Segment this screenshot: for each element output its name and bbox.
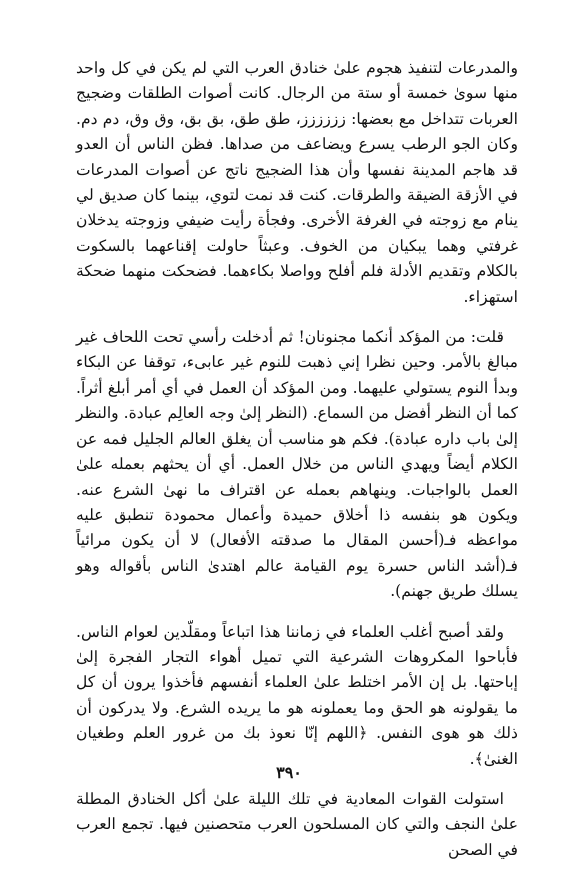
page-number: ٣٩٠ (276, 763, 302, 782)
paragraph-3: ولقد أصبح أغلب العلماء في زماننا هذا اتباعاً ومقلّدين لعوام الناس. فأباحوا المكروهات الشرعية التي تميل أهواء التجار الفجرة إلىٰ إباحتها. بل إن الأمر اختلط علىٰ العلماء أنفسهم فأخذوا يرون أن كل ما يقولونه هو الحق وما يعملونه هو ما يريده الشرع. ولا يدركون أن ذلك هو هوى النفس. ﴿اللهم إنّا نعوذ بك من غرور العلم وطغيان الغنىٰ﴾. (76, 622, 518, 768)
paragraph-1: والمدرعات لتنفيذ هجوم علىٰ خنادق العرب التي لم يكن في كل واحد منها سوىٰ خمسة أو ستة من الرجال. كانت أصوات الطلقات وضجيج العربات تتداخل مع بعضها: زززززز، طق طق، بق بق، وق وق، دم دم. وكان الجو الرطب يسرع ويضاعف من صداها. فظن الناس أن العدو قد هاجم المدينة نفسها وأن هذا الضجيج ناتج عن أصوات المدرعات في الأزقة الضيقة والطرقات. كنت قد نمت لتوي، بينما كان صديق لي ينام مع زوجته في الغرفة الأخرى. وفجأة رأيت ضيفي وزوجته يدخلان غرفتي وهما يبكيان من الخوف. وعبثاً حاولت إقناعهما بالسكوت بالكلام وتقديم الأدلة فلم أفلح وواصلا بكاءهما. فضحكت منهما ضحكة استهزاء. (76, 59, 518, 306)
page-body (76, 56, 518, 878)
paragraph-2: قلت: من المؤكد أنكما مجنونان! ثم أدخلت رأسي تحت اللحاف غير مبالغ بالأمر. وحين نظرا إني ذهبت للنوم غير عابىء، توقفا عن البكاء وبدأ النوم يستولي عليهما. ومن المؤكد أن العمل في أي أمر أبلغ أثراً. كما أن النظر أفضل من السماع. (النظر إلىٰ وجه العالِم عبادة. والنظر إلىٰ باب داره عبادة). فكم هو مناسب أن يغلق العالم الجليل فمه عن الكلام أيضاً ويهدي الناس من خلال العمل. أي أن يحثهم بعمله علىٰ العمل بالواجبات. وينهاهم بعمله عن اقتراف ما نهىٰ الشرع عنه. ويكون هو بنفسه ذا أخلاق حميدة وأعمال محمودة تنطبق عليه مواعظه فـ(أحسن المقال ما صدقته الأفعال) لا أن يكون مرائياً فـ(أشد الناس حسرة يوم القيامة عالم اهتدىٰ الناس بأقواله وهو يسلك طريق جهنم). (76, 328, 518, 601)
paragraph-4: استولت القوات المعادية في تلك الليلة علىٰ أكل الخنادق المطلة علىٰ النجف والتي كان المسلحون العرب متحصنين فيها. تجمع العرب في الصحن (76, 789, 518, 859)
